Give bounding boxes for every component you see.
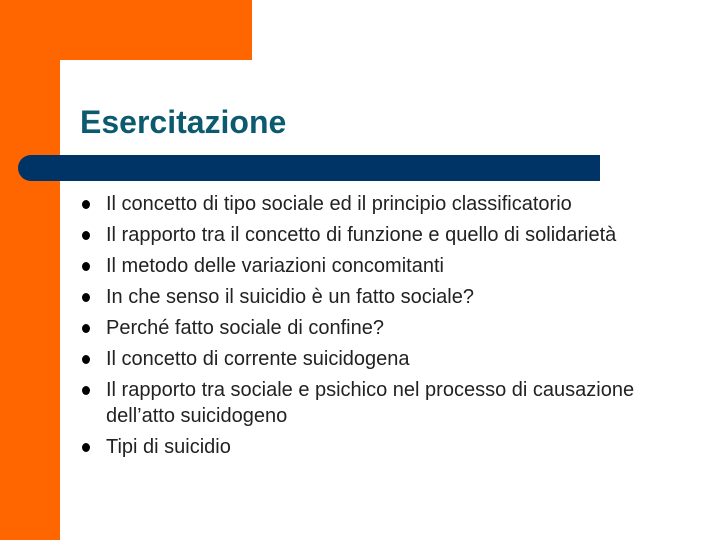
bullet-item (80, 284, 700, 310)
title-underline-bar (18, 155, 600, 181)
bullet-item (80, 346, 700, 372)
bullet-item (80, 253, 700, 279)
bullet-text: Il metodo delle variazioni concomitanti (106, 255, 444, 277)
bullet-item (80, 315, 700, 341)
bullet-dot-icon (82, 355, 90, 364)
bullet-text: Tipi di suicidio (106, 436, 231, 458)
bullet-text: In che senso il suicidio è un fatto sociale? (106, 286, 474, 308)
bullet-dot-icon (82, 293, 90, 302)
bullet-item (80, 191, 700, 217)
bullet-text: Il rapporto tra il concetto di funzione e quello di solidarietà (106, 224, 617, 246)
bullet-dot-icon (82, 443, 90, 452)
bullet-dot-icon (82, 324, 90, 333)
bullet-text: Il concetto di tipo sociale ed il principio classificatorio (106, 193, 572, 215)
bullet-text: Perché fatto sociale di confine? (106, 317, 384, 339)
bullet-item (80, 222, 700, 248)
bullet-dot-icon (82, 231, 90, 240)
orange-left-band (0, 0, 60, 540)
slide-title: Esercitazione (80, 104, 287, 140)
bullet-list (80, 191, 700, 465)
bullet-text: Il rapporto tra sociale e psichico nel processo di causazione dell’atto suicidogeno (106, 379, 635, 427)
bullet-dot-icon (82, 262, 90, 271)
bullet-item (80, 377, 700, 429)
bullet-text: Il concetto di corrente suicidogena (106, 348, 410, 370)
bullet-dot-icon (82, 200, 90, 209)
bullet-dot-icon (82, 386, 90, 395)
bullet-item (80, 434, 700, 460)
